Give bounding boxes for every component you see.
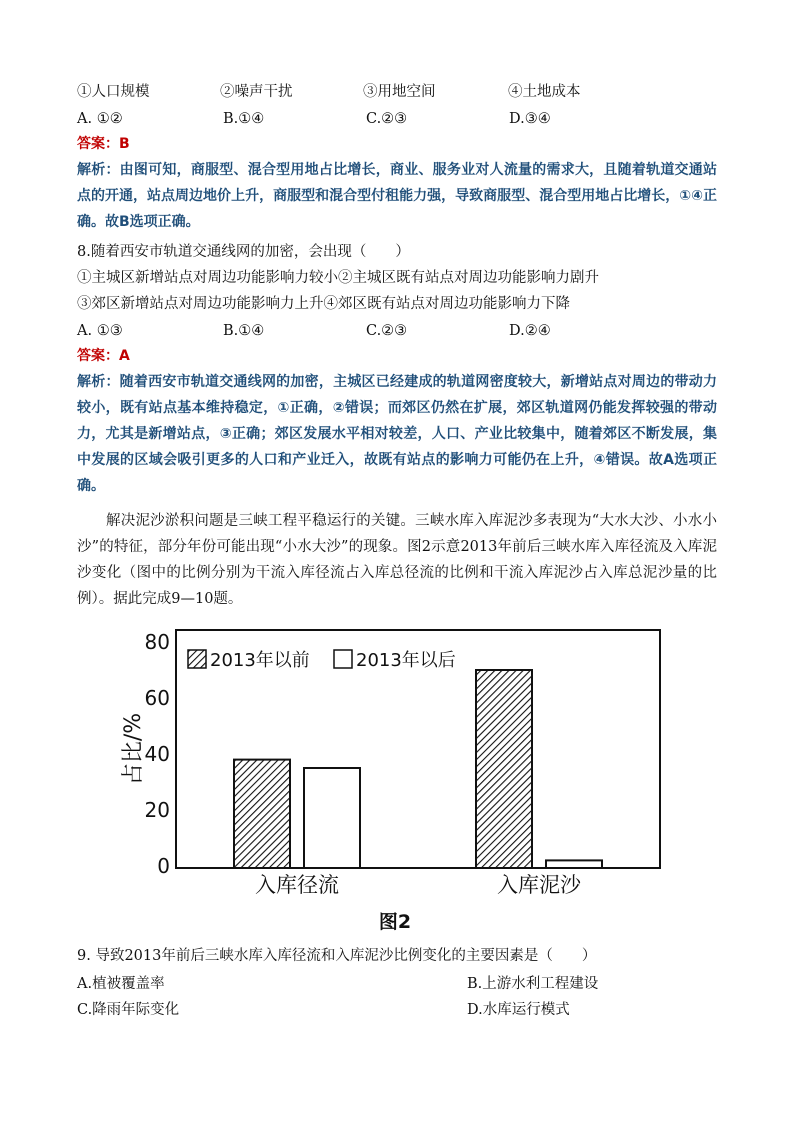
y-tick-label: 60 bbox=[144, 686, 170, 710]
q8-explanation: 解析：随着西安市轨道交通线网的加密，主城区已经建成的轨道网密度较大，新增站点对周边的带动力较小，既有站点基本维持稳定，①正确，②错误；而郊区仍然在扩展，郊区轨道网仍能发挥较强的带动力，尤其是新增站点，③正确；郊区发展水平相对较差，人口、产业比较集中，随着郊区不断发展，集中发展的区域会吸引更多的人口和产业迁入，故既有站点的影响力可能仍在上升，④错误。故A选项正确。 bbox=[77, 374, 717, 494]
q8-answer: 答案：A bbox=[77, 348, 130, 364]
x-category-label: 入库泥沙 bbox=[497, 873, 581, 897]
q7-statement-1: ①人口规模 bbox=[77, 84, 150, 100]
figure-caption: 图2 bbox=[378, 911, 412, 933]
q8-choice-d: D.②④ bbox=[509, 323, 551, 339]
bar-after-2013-runoff bbox=[304, 768, 360, 868]
q9-choice-b: B.上游水利工程建设 bbox=[467, 976, 599, 992]
bar-before-2013-runoff bbox=[234, 760, 290, 868]
q7-statement-2: ②噪声干扰 bbox=[220, 84, 293, 100]
y-tick-label: 0 bbox=[157, 854, 170, 878]
q8-choice-c: C.②③ bbox=[366, 323, 408, 339]
q7-statement-4: ④土地成本 bbox=[508, 84, 581, 100]
y-tick-label: 40 bbox=[144, 742, 170, 766]
y-tick-label: 20 bbox=[144, 798, 170, 822]
q8-stem: 8.随着西安市轨道交通线网的加密，会出现（ ） bbox=[77, 244, 410, 260]
x-categories bbox=[255, 873, 582, 897]
bar-before-2013-sediment bbox=[476, 670, 532, 868]
q7-statement-3: ③用地空间 bbox=[363, 84, 436, 100]
legend-label-before: 2013年以前 bbox=[210, 650, 310, 671]
q7-choice-b: B.①④ bbox=[223, 111, 265, 127]
x-category-label: 入库径流 bbox=[255, 873, 339, 897]
legend-label-after: 2013年以后 bbox=[356, 650, 456, 671]
q8-statements-2: ③郊区新增站点对周边功能影响力上升④郊区既有站点对周边功能影响力下降 bbox=[77, 296, 570, 312]
q8-choice-a: A. ①③ bbox=[77, 323, 123, 339]
bar-chart bbox=[100, 612, 680, 934]
legend-swatch-after bbox=[334, 650, 352, 668]
q7-choice-a: A. ①② bbox=[77, 111, 123, 127]
q8-statements-1: ①主城区新增站点对周边功能影响力较小②主城区既有站点对周边功能影响力剧升 bbox=[77, 270, 599, 286]
y-tick-label: 80 bbox=[144, 630, 170, 654]
q9-choice-d: D.水库运行模式 bbox=[467, 1002, 570, 1018]
bar-after-2013-sediment bbox=[546, 860, 602, 868]
q7-choices bbox=[77, 109, 717, 129]
q7-explanation: 解析：由图可知，商服型、混合型用地占比增长，商业、服务业对人流量的需求大，且随着轨道交通站点的开通，站点周边地价上升，商服型和混合型付租能力强，导致商服型、混合型用地占比增长，①④正确。故B选项正确。 bbox=[77, 162, 717, 230]
q9-choice-a: A.植被覆盖率 bbox=[77, 976, 165, 992]
q8-choices bbox=[77, 321, 717, 341]
intro-paragraph: 解决泥沙淤积问题是三峡工程平稳运行的关键。三峡水库入库泥沙多表现为“大水大沙、小水小沙”的特征，部分年份可能出现“小水大沙”的现象。图2示意2013年前后三峡水库入库径流及入库泥沙变化（图中的比例分别为干流入库径流占入库总径流的比例和干流入库泥沙占入库总泥沙量的比例）。据此完成9—10题。 bbox=[77, 513, 717, 607]
y-axis-label: 占比/% bbox=[121, 712, 146, 786]
q7-choice-c: C.②③ bbox=[366, 111, 408, 127]
q8-choice-b: B.①④ bbox=[223, 323, 265, 339]
q9-stem: 9. 导致2013年前后三峡水库入库径流和入库泥沙比例变化的主要因素是（ ） bbox=[77, 948, 597, 964]
q7-answer: 答案：B bbox=[77, 136, 130, 152]
q7-choice-d: D.③④ bbox=[509, 111, 551, 127]
y-ticks bbox=[145, 630, 170, 878]
q7-statements bbox=[77, 82, 717, 102]
legend-swatch-before bbox=[188, 650, 206, 668]
q9-choice-c: C.降雨年际变化 bbox=[77, 1002, 180, 1018]
